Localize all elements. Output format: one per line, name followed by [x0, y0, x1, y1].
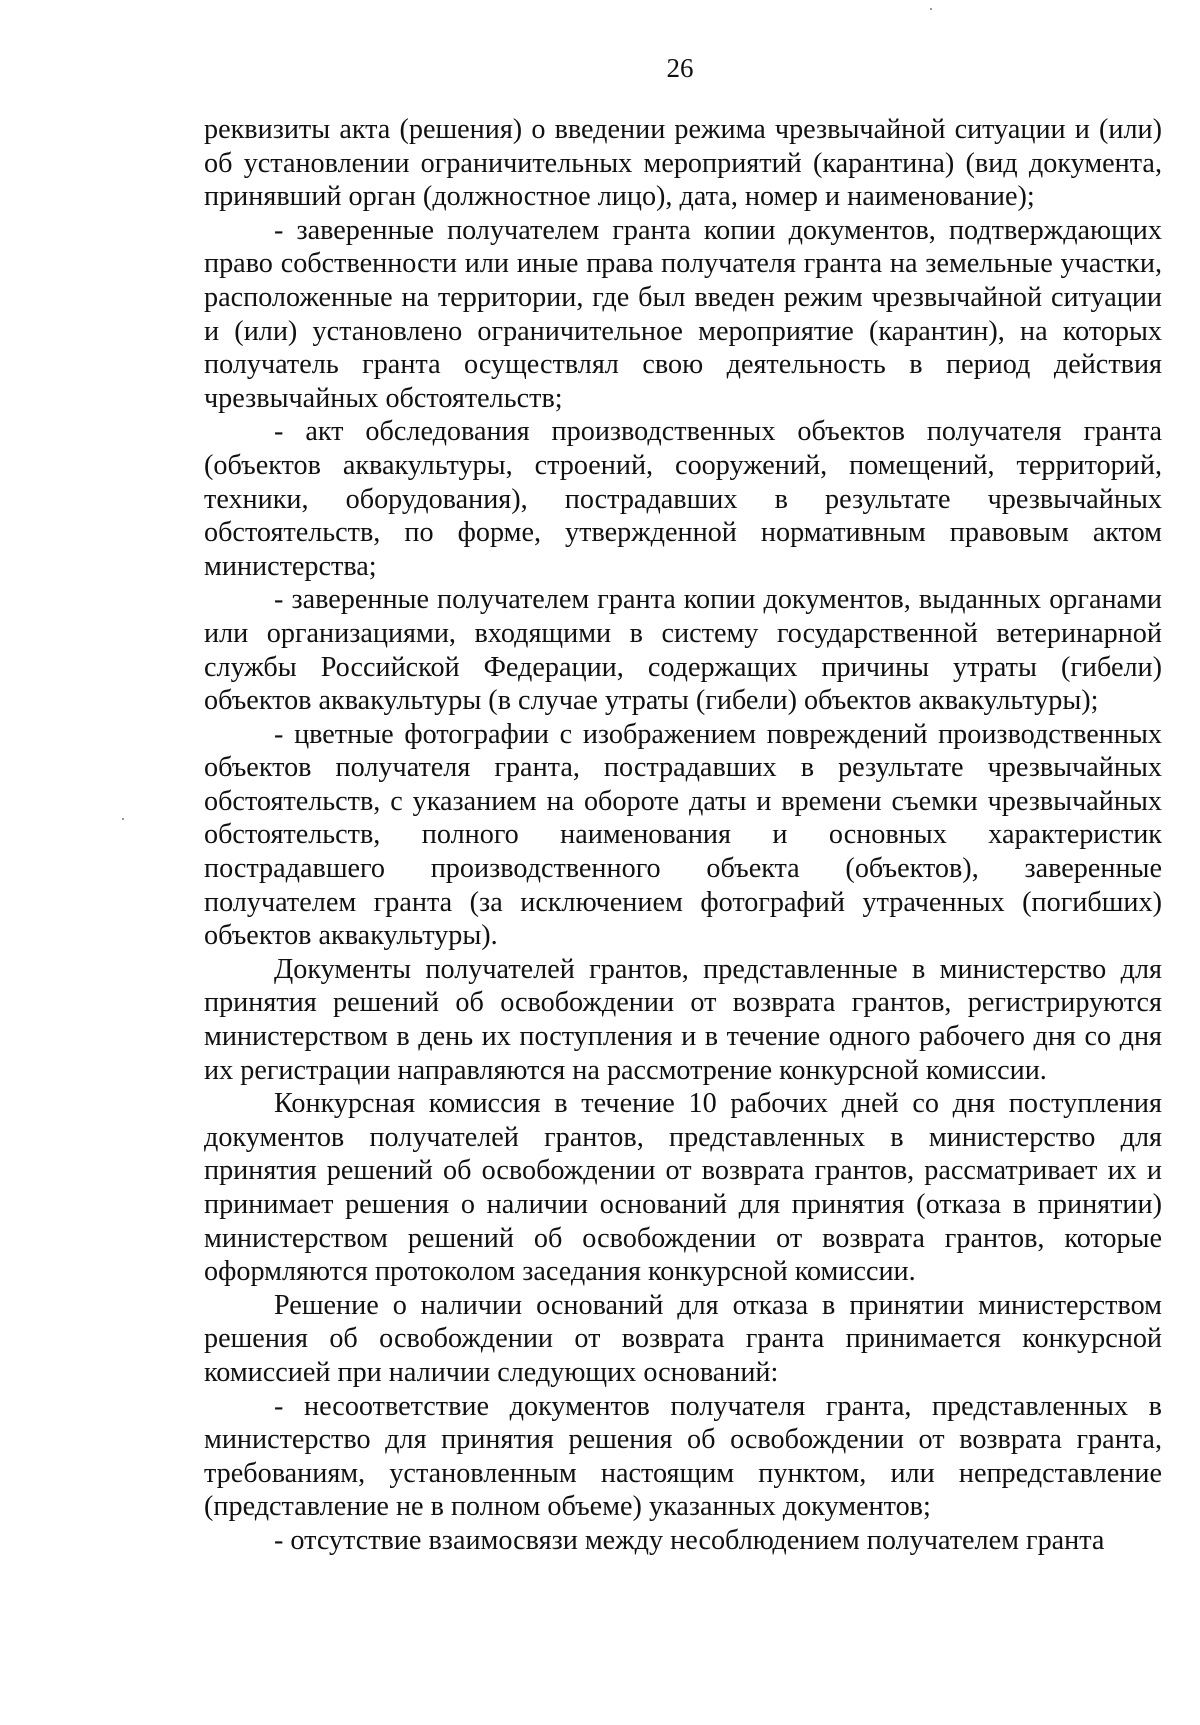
paragraph-land-rights-documents: - заверенные получателем гранта копии документов, подтверждающих право собственности или иные права получателя гранта на земельные участки, расположенные на территории, где был введен режим чрезвычайной ситуации и (или) установлено ограничительное мероприятие (карантин), на которых получатель гранта осуществлял свою деятельность в период действия чрезвычайных обстоятельств;: [204, 214, 1162, 414]
paragraph-inspection-act: - акт обследования производственных объектов получателя гранта (объектов аквакультуры, строений, сооружений, помещений, территорий, техники, оборудования), пострадавших в результате чрезвычайных обстоятельств, по форме, утвержденной нормативным правовым актом министерства;: [204, 416, 1162, 582]
paragraph-requisites: реквизиты акта (решения) о введении режима чрезвычайной ситуации и (или) об установлении ограничительных мероприятий (карантина) (вид документа, принявший орган (должностное лицо), дата, номер и наименование);: [204, 114, 1162, 213]
paragraph-color-photographs: - цветные фотографии с изображением повреждений производственных объектов получателя гранта, пострадавших в результате чрезвычайных обстоятельств, с указанием на обороте даты и времени съемки чрезвычайных обстоятельств, полного наименования и основных характеристик пострадавшего производственного объекта (объектов), заверенные получателем гранта (за исключением фотографий утраченных (погибших) объектов аквакультуры).: [204, 718, 1162, 952]
paragraph-no-relation: - отсутствие взаимосвязи между несоблюдением получателем гранта: [274, 1524, 1105, 1556]
scan-speck: [122, 818, 124, 820]
paragraph-nonconformity: - несоответствие документов получателя гранта, представленных в министерство для принятия решения об освобождении от возврата гранта, требованиям, установленным настоящим пунктом, или непредставление (представление не в полном объеме) указанных документов;: [204, 1390, 1162, 1523]
paragraph-refusal-grounds: Решение о наличии оснований для отказа в принятии министерством решения об освобождении от возврата гранта принимается конкурсной комиссией при наличии следующих оснований:: [204, 1289, 1162, 1388]
paragraph-commission-review: Конкурсная комиссия в течение 10 рабочих дней со дня поступления документов получателей грантов, представленных в министерство для принятия решений об освобождении от возврата грантов, рассматривает их и принимает решения о наличии оснований для принятия (отказа в принятии) министерством решений об освобождении от возврата грантов, которые оформляются протоколом заседания конкурсной комиссии.: [204, 1088, 1162, 1288]
scan-speck: [930, 8, 932, 10]
paragraph-documents-registration: Документы получателей грантов, представленные в министерство для принятия решений об освобождении от возврата грантов, регистрируются министерством в день их поступления и в течение одного рабочего дня со дня их регистрации направляются на рассмотрение конкурсной комиссии.: [204, 953, 1162, 1086]
document-body: [204, 113, 1162, 1558]
paragraph-veterinary-documents: - заверенные получателем гранта копии документов, выданных органами или организациями, входящими в систему государственной ветеринарной службы Российской Федерации, содержащих причины утраты (гибели) объектов аквакультуры (в случае утраты (гибели) объектов аквакультуры);: [204, 584, 1162, 717]
page-number: 26: [666, 53, 694, 83]
